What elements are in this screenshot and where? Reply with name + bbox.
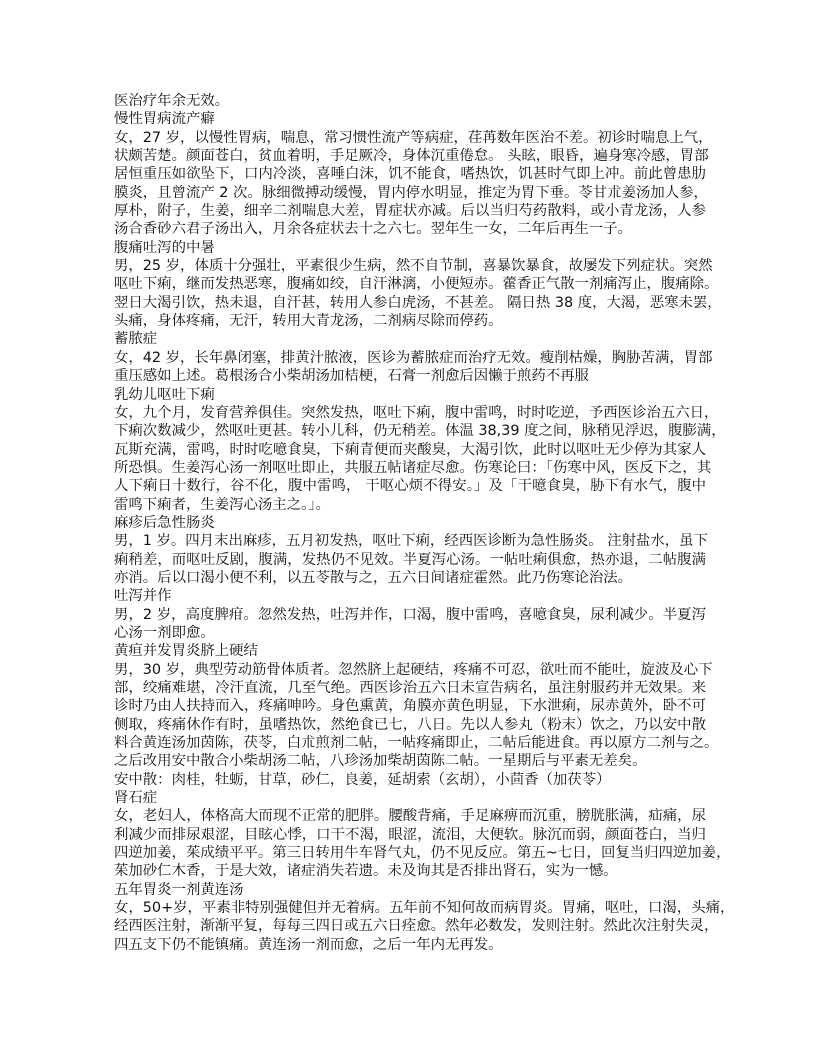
text-line: 所恐惧。生姜泻心汤一剂呕吐即止，共服五帖诸症尽愈。伤寒论曰：「伤寒中风，医反下之，其: [114, 459, 712, 476]
paragraph: [114, 404, 726, 514]
paragraph: [114, 532, 706, 587]
text-line: 茱加砂仁木香，于是大效，诸症消失若遗。未及询其是否排出肾石，实为一憾。: [114, 863, 618, 880]
text-line: 女，50+岁，平素非特别强健但并无着病。五年前不知何故而病胃炎。胃痛，呕吐，口渴，头痛，: [114, 900, 735, 917]
paragraph: [114, 606, 706, 643]
section-heading: 麻疹后急性肠炎: [114, 514, 215, 531]
text-line: 下痢次数减少，然呕吐更甚。转小儿科，仍无稍差。体温 38,39 度之间，脉稍见浮迟，腹膨满，: [114, 423, 726, 440]
section-heading: 乳幼儿呕吐下痢: [114, 386, 215, 403]
text-line: 状颇苦楚。颜面苍白，贫血着明，手足厥冷，身体沉重倦怠。 头眩，眼昏，遍身寒冷感，胃部: [114, 148, 709, 165]
paragraph: [114, 92, 706, 110]
paragraph: [114, 129, 713, 239]
text-line: 诊时乃由人扶持而入，疼痛呻吟。身色熏黄，角膜亦黄色明显，下水泄痢，尿赤黄外，卧不可: [114, 698, 706, 715]
paragraph: [114, 257, 722, 330]
section-heading: 腹痛吐泻的中暑: [114, 239, 215, 256]
case-section: [114, 642, 719, 789]
text-line: 痢稍差，而呕吐反剧，腹满，发热仍不见效。半夏泻心汤。一帖吐痢俱愈，热亦退，二帖腹满: [114, 551, 706, 568]
text-line: 男，1 岁。四月末出麻疹，五月初发热，呕吐下痢，经西医诊断为急性肠炎。 注射盐水，虽下: [114, 533, 708, 550]
text-line: 医治疗年余无效。: [114, 93, 230, 109]
text-line: 男，2 岁，高度脾疳。忽然发热，吐泻并作，口渴，腹中雷鸣，喜噫食臭，尿利减少。半夏泻: [114, 606, 706, 623]
case-section: [114, 386, 726, 514]
text-line: 头痛，身体疼痛，无汗，转用大青龙汤，二剂病尽除而停药。: [114, 313, 503, 330]
section-heading: 蓄脓症: [114, 331, 158, 348]
text-line: 四五支下仍不能镇痛。黄连汤一剂而愈，之后一年内无再发。: [114, 936, 503, 953]
text-line: 亦消。后以口渴小便不利，以五苓散与之，五六日间诸症霍然。此乃伤寒论治法。: [114, 569, 633, 586]
text-line: 部，绞痛难堪，冷汗直流，几至气绝。西医诊治五六日未宣告病名，虽注射服药并无效果。来: [114, 680, 706, 696]
paragraph: [114, 349, 713, 386]
text-line: 翌日大渴引饮，热未退，自汗甚，转用人参白虎汤，不甚差。 隔日热 38 度，大渴，恶寒未罢，: [114, 294, 722, 311]
text-line: 经西医注射，渐渐平复，每每三四日或五六日痊愈。然年必数发，发则注射。然此次注射失灵，: [114, 918, 719, 935]
text-line: 料合黄连汤加茵陈，茯苓，白朮煎剂二帖，一帖疼痛即止，二帖后能进食。再以原方二剂与之。: [114, 735, 719, 752]
text-line: 膜炎，且曾流产 2 次。脉细微搏动缓慢，胃内停水明显，推定为胃下垂。苓甘朮姜汤加人参，: [114, 184, 708, 201]
document-body: [114, 92, 735, 954]
text-line: 居恒重压如欲坠下，口内冷淡，喜唾白沫，饥不能食，嗜热饮，饥甚时气即上冲。前此曾患肋: [114, 166, 706, 183]
text-line: 安中散：肉桂，牡蛎，甘草，砂仁，良姜，延胡索（玄胡），小茴香（加茯苓）: [114, 771, 611, 788]
text-line: 厚朴，附子，生姜，细辛二剂喘息大差，胃症状亦减。后以当归芍药散料，或小青龙汤，人参: [114, 203, 706, 220]
text-line: 女，老妇人，体格高大而现不正常的肥胖。腰酸背痛，手足麻痹而沉重，膀胱胀满，疝痛，尿: [114, 808, 706, 825]
case-section: [114, 881, 735, 954]
text-line: 男，25 岁，体质十分强壮，平素很少生病，然不自节制，喜暴饮暴食，故屡发下列症状。突然: [114, 258, 713, 275]
text-line: 雷鸣下痢者，生姜泻心汤主之。」。: [114, 496, 330, 513]
text-line: 汤合香砂六君子汤出入，月余各症状去十之六七。翌年生一女，二年后再生一子。: [114, 221, 633, 238]
text-line: 女，九个月，发育营养俱佳。突然发热，呕吐下痢，腹中雷鸣，时时吃逆，予西医诊治五六日，: [114, 404, 719, 421]
case-section: [114, 587, 706, 642]
case-section: [114, 239, 722, 331]
case-section: [114, 789, 731, 881]
text-line: 利减少而排尿艰涩，目眩心悸，口干不渴，眼涩，流泪，大便软。脉沉而弱，颜面苍白，当归: [114, 826, 706, 843]
section-heading: 吐泻并作: [114, 588, 172, 605]
section-heading: 肾石症: [114, 790, 158, 807]
case-section: [114, 514, 706, 587]
case-section: [114, 330, 713, 385]
text-line: 男，30 岁，典型劳动筋骨体质者。忽然脐上起硬结，疼痛不可忍，欲吐而不能吐，旋波及心下: [114, 661, 713, 678]
paragraph: [114, 771, 706, 789]
text-line: 瓦斯充满，雷鸣，时时吃噫食臭，下痢青便而夹酸臭，大渴引饮，此时以呕吐无少停为其家人: [114, 441, 706, 458]
case-section: [114, 92, 706, 110]
paragraph: [114, 899, 735, 954]
text-line: 重压感如上述。葛根汤合小柴胡汤加桔梗，石膏一剂愈后因懒于煎药不再服: [114, 368, 589, 385]
text-line: 侧取，疼痛休作有时，虽嗜热饮，然绝食已七，八日。先以人参丸（粉末）饮之，乃以安中散: [114, 716, 706, 733]
case-section: [114, 110, 713, 238]
text-line: 女，27 岁，以慢性胃病，喘息，常习惯性流产等病症，荏苒数年医治不差。初诊时喘息上气，: [114, 129, 713, 146]
text-line: 之后改用安中散合小柴胡汤二帖，八珍汤加柴胡茵陈二帖。一星期后与平素无差矣。: [114, 753, 647, 770]
paragraph: [114, 661, 719, 771]
section-heading: 黄疸并发胃炎脐上硬结: [114, 643, 258, 660]
text-line: 四逆加姜，茱成绩平平。第三日转用牛车肾气丸，仍不见反应。第五~七日，回复当归四逆加姜，: [114, 845, 731, 862]
text-line: 人下痢日十数行，谷不化，腹中雷鸣， 干呕心烦不得安。」及「干噫食臭，胁下有水气，腹中: [114, 478, 706, 495]
paragraph: [114, 807, 731, 880]
section-heading: 五年胃炎一剂黄连汤: [114, 881, 244, 898]
section-heading: 慢性胃病流产癖: [114, 111, 215, 128]
text-line: 女，42 岁，长年鼻闭塞，排黄汁脓液，医诊为蓄脓症而治疗无效。瘦削枯燥，胸胁苦满，胃部: [114, 349, 713, 366]
text-line: 心汤一剂即愈。: [114, 624, 215, 641]
text-line: 呕吐下痢，继而发热恶寒，腹痛如绞，自汗淋漓，小便短赤。藿香正气散一剂痛泻止，腹痛除。: [114, 276, 719, 293]
